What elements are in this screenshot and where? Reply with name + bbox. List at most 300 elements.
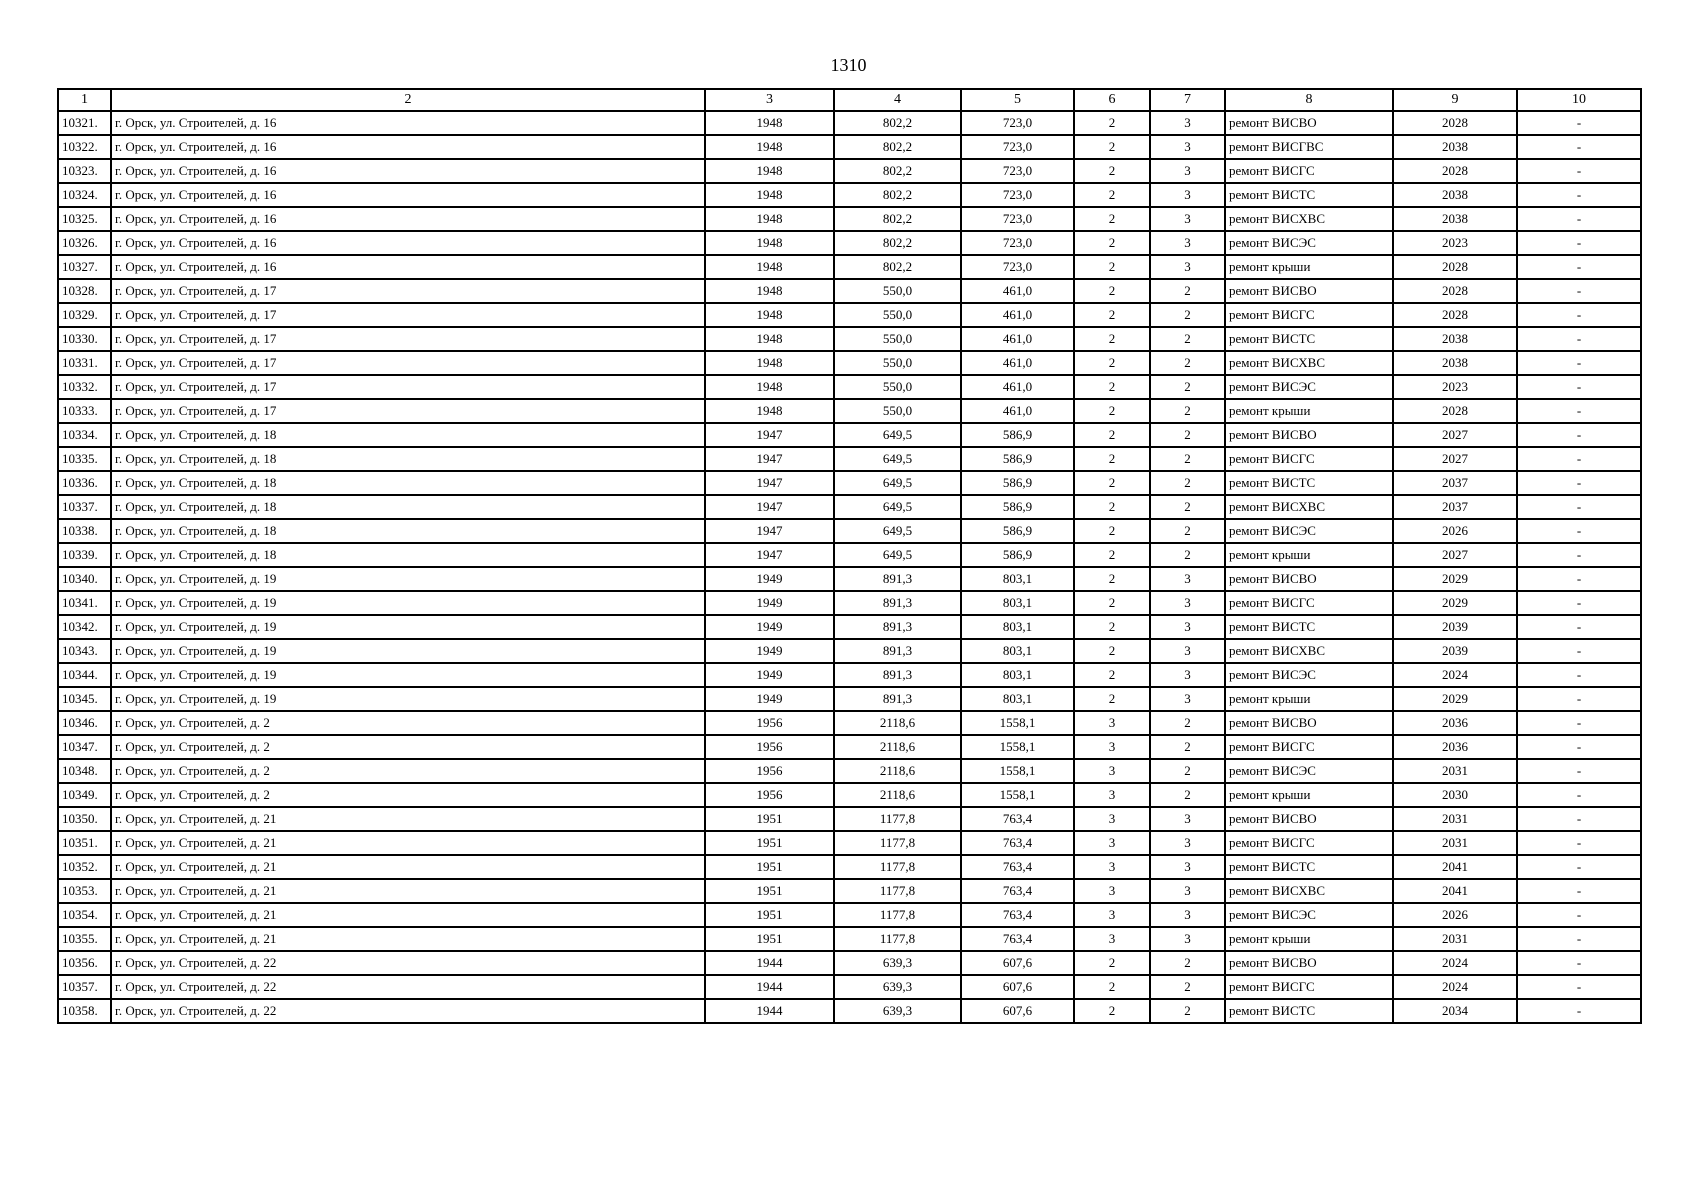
living-area-cell: 723,0	[961, 159, 1074, 183]
work-type-cell: ремонт ВИСГС	[1225, 447, 1393, 471]
planned-year-cell: 2031	[1393, 759, 1517, 783]
year-built-cell: 1948	[705, 135, 834, 159]
table-row	[58, 999, 1641, 1023]
living-area-cell: 723,0	[961, 183, 1074, 207]
note-cell: -	[1517, 543, 1641, 567]
address-cell: г. Орск, ул. Строителей, д. 19	[111, 591, 705, 615]
total-area-cell: 802,2	[834, 135, 961, 159]
row-number-cell: 10349.	[58, 783, 111, 807]
repair-register-table	[57, 88, 1642, 1024]
row-number-cell: 10345.	[58, 687, 111, 711]
planned-year-cell: 2028	[1393, 159, 1517, 183]
year-built-cell: 1944	[705, 999, 834, 1023]
planned-year-cell: 2034	[1393, 999, 1517, 1023]
total-area-cell: 802,2	[834, 255, 961, 279]
planned-year-cell: 2028	[1393, 399, 1517, 423]
living-area-cell: 461,0	[961, 279, 1074, 303]
year-built-cell: 1947	[705, 423, 834, 447]
row-number-cell: 10348.	[58, 759, 111, 783]
entrances-cell: 3	[1150, 159, 1225, 183]
living-area-cell: 607,6	[961, 951, 1074, 975]
planned-year-cell: 2036	[1393, 735, 1517, 759]
work-type-cell: ремонт ВИСЭС	[1225, 231, 1393, 255]
living-area-cell: 803,1	[961, 663, 1074, 687]
work-type-cell: ремонт ВИСВО	[1225, 423, 1393, 447]
living-area-cell: 763,4	[961, 855, 1074, 879]
work-type-cell: ремонт ВИСХВС	[1225, 351, 1393, 375]
table-row	[58, 519, 1641, 543]
total-area-cell: 2118,6	[834, 759, 961, 783]
table-row	[58, 639, 1641, 663]
planned-year-cell: 2023	[1393, 375, 1517, 399]
planned-year-cell: 2029	[1393, 591, 1517, 615]
floors-cell: 2	[1074, 183, 1150, 207]
living-area-cell: 723,0	[961, 231, 1074, 255]
floors-cell: 2	[1074, 351, 1150, 375]
total-area-cell: 639,3	[834, 999, 961, 1023]
entrances-cell: 2	[1150, 279, 1225, 303]
address-cell: г. Орск, ул. Строителей, д. 18	[111, 471, 705, 495]
address-cell: г. Орск, ул. Строителей, д. 16	[111, 207, 705, 231]
note-cell: -	[1517, 951, 1641, 975]
note-cell: -	[1517, 711, 1641, 735]
work-type-cell: ремонт ВИСГС	[1225, 159, 1393, 183]
living-area-cell: 461,0	[961, 375, 1074, 399]
planned-year-cell: 2036	[1393, 711, 1517, 735]
address-cell: г. Орск, ул. Строителей, д. 18	[111, 495, 705, 519]
work-type-cell: ремонт ВИСГВС	[1225, 135, 1393, 159]
table-row	[58, 543, 1641, 567]
column-header: 9	[1393, 89, 1517, 111]
address-cell: г. Орск, ул. Строителей, д. 16	[111, 231, 705, 255]
table-row	[58, 495, 1641, 519]
total-area-cell: 891,3	[834, 567, 961, 591]
floors-cell: 2	[1074, 447, 1150, 471]
column-header: 2	[111, 89, 705, 111]
total-area-cell: 2118,6	[834, 735, 961, 759]
table-row	[58, 159, 1641, 183]
planned-year-cell: 2039	[1393, 639, 1517, 663]
total-area-cell: 649,5	[834, 519, 961, 543]
floors-cell: 3	[1074, 879, 1150, 903]
total-area-cell: 550,0	[834, 303, 961, 327]
row-number-cell: 10357.	[58, 975, 111, 999]
note-cell: -	[1517, 447, 1641, 471]
note-cell: -	[1517, 615, 1641, 639]
living-area-cell: 723,0	[961, 135, 1074, 159]
address-cell: г. Орск, ул. Строителей, д. 17	[111, 399, 705, 423]
address-cell: г. Орск, ул. Строителей, д. 19	[111, 687, 705, 711]
total-area-cell: 891,3	[834, 639, 961, 663]
table-row	[58, 951, 1641, 975]
row-number-cell: 10330.	[58, 327, 111, 351]
planned-year-cell: 2028	[1393, 111, 1517, 135]
year-built-cell: 1949	[705, 639, 834, 663]
table-row	[58, 975, 1641, 999]
table-row	[58, 135, 1641, 159]
entrances-cell: 2	[1150, 759, 1225, 783]
note-cell: -	[1517, 639, 1641, 663]
work-type-cell: ремонт ВИСЭС	[1225, 759, 1393, 783]
row-number-cell: 10340.	[58, 567, 111, 591]
table-row	[58, 663, 1641, 687]
row-number-cell: 10354.	[58, 903, 111, 927]
table-row	[58, 855, 1641, 879]
table-row	[58, 759, 1641, 783]
work-type-cell: ремонт ВИСГС	[1225, 831, 1393, 855]
column-header: 1	[58, 89, 111, 111]
year-built-cell: 1949	[705, 567, 834, 591]
row-number-cell: 10343.	[58, 639, 111, 663]
address-cell: г. Орск, ул. Строителей, д. 22	[111, 951, 705, 975]
table-row	[58, 255, 1641, 279]
total-area-cell: 891,3	[834, 687, 961, 711]
note-cell: -	[1517, 831, 1641, 855]
floors-cell: 2	[1074, 999, 1150, 1023]
total-area-cell: 1177,8	[834, 855, 961, 879]
column-header: 6	[1074, 89, 1150, 111]
planned-year-cell: 2037	[1393, 471, 1517, 495]
page-number: 1310	[830, 55, 867, 75]
entrances-cell: 2	[1150, 471, 1225, 495]
year-built-cell: 1948	[705, 303, 834, 327]
column-header: 5	[961, 89, 1074, 111]
living-area-cell: 607,6	[961, 999, 1074, 1023]
floors-cell: 3	[1074, 927, 1150, 951]
total-area-cell: 649,5	[834, 423, 961, 447]
address-cell: г. Орск, ул. Строителей, д. 22	[111, 999, 705, 1023]
table-row	[58, 711, 1641, 735]
entrances-cell: 3	[1150, 591, 1225, 615]
entrances-cell: 2	[1150, 423, 1225, 447]
floors-cell: 2	[1074, 663, 1150, 687]
planned-year-cell: 2037	[1393, 495, 1517, 519]
work-type-cell: ремонт ВИСХВС	[1225, 639, 1393, 663]
entrances-cell: 3	[1150, 855, 1225, 879]
floors-cell: 2	[1074, 375, 1150, 399]
floors-cell: 2	[1074, 255, 1150, 279]
year-built-cell: 1947	[705, 471, 834, 495]
year-built-cell: 1951	[705, 855, 834, 879]
total-area-cell: 1177,8	[834, 927, 961, 951]
year-built-cell: 1948	[705, 375, 834, 399]
year-built-cell: 1949	[705, 687, 834, 711]
planned-year-cell: 2038	[1393, 183, 1517, 207]
address-cell: г. Орск, ул. Строителей, д. 17	[111, 327, 705, 351]
table-row	[58, 567, 1641, 591]
year-built-cell: 1951	[705, 807, 834, 831]
year-built-cell: 1948	[705, 231, 834, 255]
table-row	[58, 831, 1641, 855]
work-type-cell: ремонт ВИСХВС	[1225, 879, 1393, 903]
living-area-cell: 586,9	[961, 471, 1074, 495]
total-area-cell: 550,0	[834, 375, 961, 399]
row-number-cell: 10344.	[58, 663, 111, 687]
table-row	[58, 591, 1641, 615]
table-row	[58, 879, 1641, 903]
year-built-cell: 1951	[705, 927, 834, 951]
planned-year-cell: 2041	[1393, 855, 1517, 879]
address-cell: г. Орск, ул. Строителей, д. 21	[111, 831, 705, 855]
note-cell: -	[1517, 399, 1641, 423]
note-cell: -	[1517, 111, 1641, 135]
year-built-cell: 1948	[705, 399, 834, 423]
floors-cell: 3	[1074, 807, 1150, 831]
work-type-cell: ремонт ВИСВО	[1225, 279, 1393, 303]
floors-cell: 2	[1074, 399, 1150, 423]
living-area-cell: 803,1	[961, 687, 1074, 711]
column-header: 8	[1225, 89, 1393, 111]
planned-year-cell: 2029	[1393, 687, 1517, 711]
total-area-cell: 2118,6	[834, 711, 961, 735]
floors-cell: 2	[1074, 591, 1150, 615]
year-built-cell: 1947	[705, 543, 834, 567]
note-cell: -	[1517, 495, 1641, 519]
row-number-cell: 10321.	[58, 111, 111, 135]
living-area-cell: 1558,1	[961, 711, 1074, 735]
living-area-cell: 763,4	[961, 831, 1074, 855]
living-area-cell: 1558,1	[961, 735, 1074, 759]
floors-cell: 2	[1074, 495, 1150, 519]
row-number-cell: 10323.	[58, 159, 111, 183]
address-cell: г. Орск, ул. Строителей, д. 17	[111, 351, 705, 375]
work-type-cell: ремонт ВИСТС	[1225, 327, 1393, 351]
row-number-cell: 10350.	[58, 807, 111, 831]
table-row	[58, 423, 1641, 447]
entrances-cell: 2	[1150, 519, 1225, 543]
living-area-cell: 586,9	[961, 423, 1074, 447]
total-area-cell: 639,3	[834, 951, 961, 975]
note-cell: -	[1517, 663, 1641, 687]
planned-year-cell: 2038	[1393, 135, 1517, 159]
entrances-cell: 3	[1150, 639, 1225, 663]
planned-year-cell: 2031	[1393, 831, 1517, 855]
floors-cell: 2	[1074, 687, 1150, 711]
table-row	[58, 303, 1641, 327]
row-number-cell: 10337.	[58, 495, 111, 519]
entrances-cell: 3	[1150, 903, 1225, 927]
living-area-cell: 803,1	[961, 639, 1074, 663]
note-cell: -	[1517, 327, 1641, 351]
table-row	[58, 447, 1641, 471]
entrances-cell: 3	[1150, 879, 1225, 903]
row-number-cell: 10329.	[58, 303, 111, 327]
row-number-cell: 10328.	[58, 279, 111, 303]
row-number-cell: 10352.	[58, 855, 111, 879]
work-type-cell: ремонт ВИСЭС	[1225, 663, 1393, 687]
planned-year-cell: 2026	[1393, 903, 1517, 927]
table-row	[58, 927, 1641, 951]
row-number-cell: 10334.	[58, 423, 111, 447]
planned-year-cell: 2038	[1393, 207, 1517, 231]
floors-cell: 3	[1074, 759, 1150, 783]
year-built-cell: 1947	[705, 447, 834, 471]
year-built-cell: 1956	[705, 783, 834, 807]
total-area-cell: 550,0	[834, 351, 961, 375]
year-built-cell: 1948	[705, 279, 834, 303]
entrances-cell: 3	[1150, 135, 1225, 159]
address-cell: г. Орск, ул. Строителей, д. 21	[111, 879, 705, 903]
total-area-cell: 891,3	[834, 615, 961, 639]
address-cell: г. Орск, ул. Строителей, д. 18	[111, 519, 705, 543]
floors-cell: 2	[1074, 615, 1150, 639]
entrances-cell: 3	[1150, 207, 1225, 231]
entrances-cell: 3	[1150, 927, 1225, 951]
table-row	[58, 375, 1641, 399]
entrances-cell: 2	[1150, 711, 1225, 735]
total-area-cell: 649,5	[834, 495, 961, 519]
floors-cell: 2	[1074, 567, 1150, 591]
row-number-cell: 10326.	[58, 231, 111, 255]
column-header: 3	[705, 89, 834, 111]
total-area-cell: 649,5	[834, 543, 961, 567]
year-built-cell: 1949	[705, 615, 834, 639]
entrances-cell: 2	[1150, 399, 1225, 423]
total-area-cell: 891,3	[834, 663, 961, 687]
entrances-cell: 3	[1150, 231, 1225, 255]
total-area-cell: 891,3	[834, 591, 961, 615]
living-area-cell: 586,9	[961, 447, 1074, 471]
entrances-cell: 3	[1150, 183, 1225, 207]
work-type-cell: ремонт ВИСТС	[1225, 855, 1393, 879]
column-header: 4	[834, 89, 961, 111]
note-cell: -	[1517, 807, 1641, 831]
work-type-cell: ремонт ВИСТС	[1225, 471, 1393, 495]
work-type-cell: ремонт ВИСТС	[1225, 615, 1393, 639]
address-cell: г. Орск, ул. Строителей, д. 2	[111, 711, 705, 735]
living-area-cell: 607,6	[961, 975, 1074, 999]
living-area-cell: 763,4	[961, 903, 1074, 927]
floors-cell: 2	[1074, 423, 1150, 447]
entrances-cell: 2	[1150, 303, 1225, 327]
entrances-cell: 3	[1150, 255, 1225, 279]
floors-cell: 2	[1074, 543, 1150, 567]
planned-year-cell: 2038	[1393, 351, 1517, 375]
row-number-cell: 10333.	[58, 399, 111, 423]
total-area-cell: 649,5	[834, 471, 961, 495]
address-cell: г. Орск, ул. Строителей, д. 2	[111, 735, 705, 759]
planned-year-cell: 2027	[1393, 543, 1517, 567]
planned-year-cell: 2027	[1393, 423, 1517, 447]
living-area-cell: 723,0	[961, 111, 1074, 135]
planned-year-cell: 2038	[1393, 327, 1517, 351]
address-cell: г. Орск, ул. Строителей, д. 22	[111, 975, 705, 999]
floors-cell: 2	[1074, 327, 1150, 351]
living-area-cell: 723,0	[961, 255, 1074, 279]
row-number-cell: 10332.	[58, 375, 111, 399]
living-area-cell: 803,1	[961, 591, 1074, 615]
work-type-cell: ремонт крыши	[1225, 255, 1393, 279]
work-type-cell: ремонт крыши	[1225, 927, 1393, 951]
table-row	[58, 111, 1641, 135]
year-built-cell: 1951	[705, 831, 834, 855]
note-cell: -	[1517, 471, 1641, 495]
planned-year-cell: 2024	[1393, 951, 1517, 975]
table-row	[58, 399, 1641, 423]
entrances-cell: 2	[1150, 975, 1225, 999]
table-row	[58, 903, 1641, 927]
total-area-cell: 802,2	[834, 231, 961, 255]
total-area-cell: 802,2	[834, 111, 961, 135]
entrances-cell: 2	[1150, 951, 1225, 975]
address-cell: г. Орск, ул. Строителей, д. 21	[111, 903, 705, 927]
year-built-cell: 1948	[705, 183, 834, 207]
note-cell: -	[1517, 423, 1641, 447]
living-area-cell: 723,0	[961, 207, 1074, 231]
row-number-cell: 10346.	[58, 711, 111, 735]
address-cell: г. Орск, ул. Строителей, д. 17	[111, 279, 705, 303]
work-type-cell: ремонт ВИСГС	[1225, 303, 1393, 327]
note-cell: -	[1517, 135, 1641, 159]
column-header: 10	[1517, 89, 1641, 111]
year-built-cell: 1948	[705, 255, 834, 279]
year-built-cell: 1956	[705, 735, 834, 759]
note-cell: -	[1517, 207, 1641, 231]
table-row	[58, 735, 1641, 759]
table-row	[58, 471, 1641, 495]
year-built-cell: 1956	[705, 759, 834, 783]
floors-cell: 2	[1074, 111, 1150, 135]
entrances-cell: 3	[1150, 567, 1225, 591]
floors-cell: 2	[1074, 231, 1150, 255]
year-built-cell: 1948	[705, 327, 834, 351]
planned-year-cell: 2031	[1393, 807, 1517, 831]
year-built-cell: 1951	[705, 879, 834, 903]
floors-cell: 3	[1074, 711, 1150, 735]
entrances-cell: 3	[1150, 687, 1225, 711]
row-number-cell: 10324.	[58, 183, 111, 207]
total-area-cell: 802,2	[834, 183, 961, 207]
work-type-cell: ремонт ВИСТС	[1225, 999, 1393, 1023]
address-cell: г. Орск, ул. Строителей, д. 16	[111, 135, 705, 159]
work-type-cell: ремонт ВИСХВС	[1225, 207, 1393, 231]
entrances-cell: 3	[1150, 615, 1225, 639]
row-number-cell: 10325.	[58, 207, 111, 231]
entrances-cell: 3	[1150, 663, 1225, 687]
floors-cell: 2	[1074, 951, 1150, 975]
living-area-cell: 1558,1	[961, 783, 1074, 807]
note-cell: -	[1517, 567, 1641, 591]
work-type-cell: ремонт ВИСВО	[1225, 567, 1393, 591]
year-built-cell: 1949	[705, 663, 834, 687]
floors-cell: 2	[1074, 159, 1150, 183]
floors-cell: 2	[1074, 207, 1150, 231]
year-built-cell: 1949	[705, 591, 834, 615]
note-cell: -	[1517, 855, 1641, 879]
entrances-cell: 2	[1150, 783, 1225, 807]
row-number-cell: 10355.	[58, 927, 111, 951]
row-number-cell: 10338.	[58, 519, 111, 543]
table-row	[58, 207, 1641, 231]
note-cell: -	[1517, 927, 1641, 951]
work-type-cell: ремонт ВИСЭС	[1225, 519, 1393, 543]
work-type-cell: ремонт крыши	[1225, 543, 1393, 567]
year-built-cell: 1948	[705, 207, 834, 231]
table-row	[58, 807, 1641, 831]
note-cell: -	[1517, 975, 1641, 999]
living-area-cell: 763,4	[961, 879, 1074, 903]
planned-year-cell: 2026	[1393, 519, 1517, 543]
entrances-cell: 2	[1150, 543, 1225, 567]
work-type-cell: ремонт ВИСГС	[1225, 735, 1393, 759]
address-cell: г. Орск, ул. Строителей, д. 19	[111, 639, 705, 663]
planned-year-cell: 2024	[1393, 663, 1517, 687]
floors-cell: 3	[1074, 735, 1150, 759]
row-number-cell: 10341.	[58, 591, 111, 615]
note-cell: -	[1517, 903, 1641, 927]
row-number-cell: 10331.	[58, 351, 111, 375]
address-cell: г. Орск, ул. Строителей, д. 17	[111, 303, 705, 327]
